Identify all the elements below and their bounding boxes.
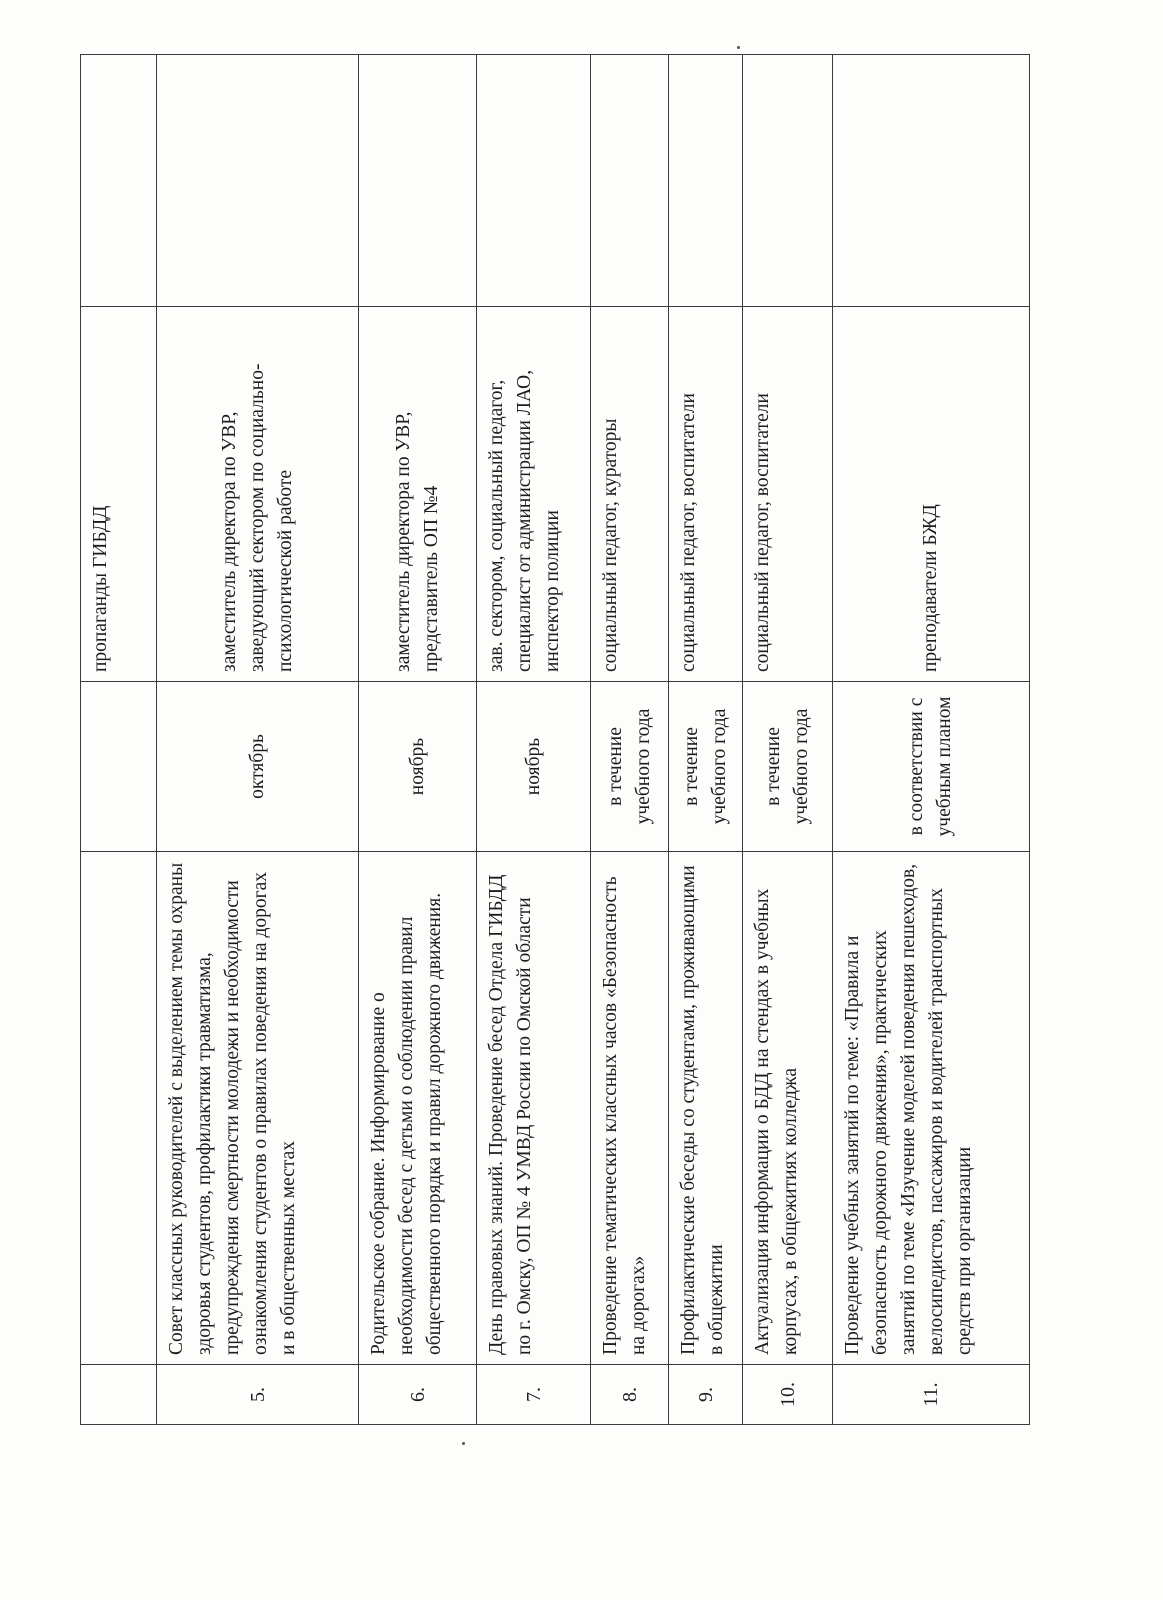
cell-responsible: преподаватели БЖД xyxy=(833,307,1030,682)
plan-table xyxy=(80,54,1030,1425)
scan-speck xyxy=(737,46,740,49)
cell-note xyxy=(743,55,833,307)
cell-num: 11. xyxy=(833,1365,1030,1425)
cell-event: Родительское собрание. Информирование о необходимости бесед с детьми о соблюдении правил общественного порядка и правил дорожного движения. xyxy=(359,852,477,1365)
cell-event: День правовых знаний. Проведение бесед Отдела ГИБДД по г. Омску, ОП № 4 УМВД России по Омской области xyxy=(477,852,591,1365)
table-row xyxy=(743,55,833,1425)
table-row xyxy=(833,55,1030,1425)
cell-num: 9. xyxy=(669,1365,743,1425)
cell-num: 6. xyxy=(359,1365,477,1425)
cell-when: ноябрь xyxy=(477,682,591,852)
cell-event: Проведение учебных занятий по теме: «Правила и безопасность дорожного движения», практических занятий по теме «Изучение моделей поведения пешеходов, велосипедистов, пассажиров и водителей транспортных средств при организации xyxy=(833,852,1030,1365)
cell-event: Проведение тематических классных часов «Безопасность на дорогах» xyxy=(591,852,669,1365)
cell-event xyxy=(81,852,157,1365)
cell-note xyxy=(669,55,743,307)
cell-responsible: пропаганды ГИБДД xyxy=(81,307,157,682)
rotated-table-wrapper xyxy=(80,55,1029,1425)
cell-responsible: заместитель директора по УВР, заведующий сектором по социально-психологической работе xyxy=(157,307,359,682)
cell-note xyxy=(81,55,157,307)
cell-when: в течение учебного года xyxy=(743,682,833,852)
cell-note xyxy=(477,55,591,307)
table-row xyxy=(669,55,743,1425)
cell-when: ноябрь xyxy=(359,682,477,852)
cell-num xyxy=(81,1365,157,1425)
cell-note xyxy=(591,55,669,307)
cell-when: в течение учебного года xyxy=(669,682,743,852)
cell-note xyxy=(157,55,359,307)
cell-when: в соответствии с учебным планом xyxy=(833,682,1030,852)
cell-event: Профилактические беседы со студентами, проживающими в общежитии xyxy=(669,852,743,1365)
cell-note xyxy=(833,55,1030,307)
table-row xyxy=(477,55,591,1425)
cell-num: 5. xyxy=(157,1365,359,1425)
cell-responsible: социальный педагог, воспитатели xyxy=(743,307,833,682)
table-row xyxy=(359,55,477,1425)
cell-when xyxy=(81,682,157,852)
cell-when: октябрь xyxy=(157,682,359,852)
scan-speck xyxy=(462,1442,465,1445)
cell-when: в течение учебного года xyxy=(591,682,669,852)
cell-responsible: социальный педагог, воспитатели xyxy=(669,307,743,682)
cell-event: Актуализация информации о БДД на стендах в учебных корпусах, в общежитиях колледжа xyxy=(743,852,833,1365)
cell-num: 10. xyxy=(743,1365,833,1425)
cell-responsible: зав. сектором, социальный педагог, специалист от администрации ЛАО, инспектор полиции xyxy=(477,307,591,682)
table-row xyxy=(591,55,669,1425)
table-row-continuation xyxy=(81,55,157,1425)
cell-event: Совет классных руководителей с выделением темы охраны здоровья студентов, профилактики травматизма, предупреждения смертности молодежи и необходимости ознакомления студентов о правилах поведения на дорогах и в общественных местах xyxy=(157,852,359,1365)
cell-num: 7. xyxy=(477,1365,591,1425)
cell-responsible: социальный педагог, кураторы xyxy=(591,307,669,682)
cell-responsible: заместитель директора по УВР, представитель ОП №4 xyxy=(359,307,477,682)
cell-num: 8. xyxy=(591,1365,669,1425)
table-row xyxy=(157,55,359,1425)
cell-note xyxy=(359,55,477,307)
